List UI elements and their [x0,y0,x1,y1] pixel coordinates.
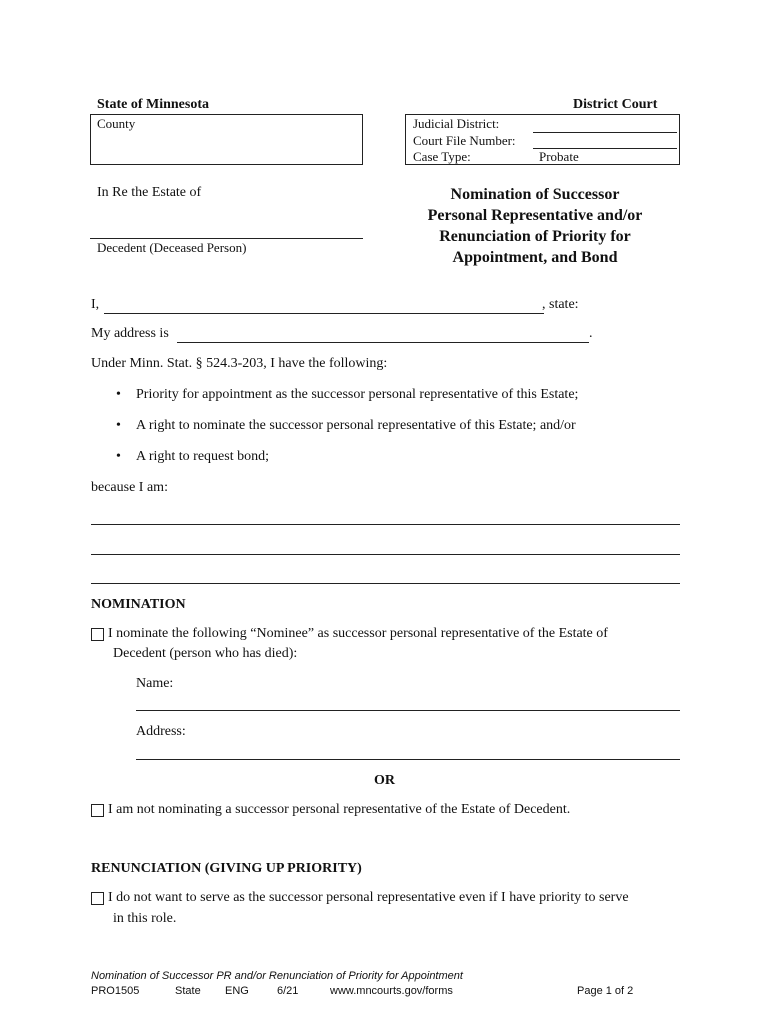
court-label: District Court [573,97,658,112]
footer-page-number: Page 1 of 2 [577,985,634,997]
bullet-icon: • [116,387,121,402]
i-suffix: , state: [542,297,579,312]
nominate-option-line-2: Decedent (person who has died): [113,646,298,661]
judicial-district-label: Judicial District: [413,116,500,131]
state-label: State of Minnesota [97,97,209,112]
case-type-label: Case Type: [413,149,471,164]
form-title-line-1: Nomination of Successor [450,186,620,203]
form-title-line-4: Appointment, and Bond [452,249,618,266]
judicial-district-field[interactable] [533,132,677,133]
statute-line: Under Minn. Stat. § 524.3-203, I have the following: [91,356,388,371]
nominee-name-field[interactable] [136,710,680,711]
not-nominating-checkbox[interactable] [91,804,104,817]
nominee-address-field[interactable] [136,759,680,760]
form-title-line-3: Renunciation of Priority for [439,228,631,245]
decedent-label: Decedent (Deceased Person) [97,240,247,255]
renunciation-option-line-2: in this role. [113,911,177,926]
address-prefix: My address is [91,326,169,341]
nomination-heading: NOMINATION [91,597,186,612]
i-prefix: I, [91,297,100,312]
declarant-name-field[interactable] [104,313,544,314]
decedent-name-field[interactable] [90,238,363,239]
footer-form-title: Nomination of Successor PR and/or Renunciation of Priority for Appointment [91,970,463,982]
bullet-item-priority: Priority for appointment as the successor personal representative of this Estate; [136,387,579,402]
nominate-option-line-1: I nominate the following “Nominee” as successor personal representative of the Estate of [108,626,608,641]
footer-language: ENG [225,985,249,997]
form-title-line-2: Personal Representative and/or [427,207,643,224]
county-label: County [97,116,136,131]
because-field-line-3[interactable] [91,583,680,584]
footer-website[interactable]: www.mncourts.gov/forms [330,985,453,997]
because-field-line-1[interactable] [91,524,680,525]
bullet-item-nominate: A right to nominate the successor personal representative of this Estate; and/or [136,418,576,433]
because-line: because I am: [91,480,168,495]
footer-date: 6/21 [277,985,299,997]
nominee-address-label: Address: [136,724,186,739]
not-nominating-option: I am not nominating a successor personal representative of the Estate of Decedent. [108,802,571,817]
renunciation-heading: RENUNCIATION (GIVING UP PRIORITY) [91,861,362,876]
footer-form-code: PRO1505 [91,985,140,997]
nominee-name-label: Name: [136,676,174,691]
county-box[interactable] [90,114,363,165]
renunciation-option-line-1: I do not want to serve as the successor personal representative even if I have priority to serve [108,890,629,905]
in-re-label: In Re the Estate of [97,185,202,200]
declarant-address-field[interactable] [177,342,589,343]
bullet-icon: • [116,449,121,464]
because-field-line-2[interactable] [91,554,680,555]
renunciation-checkbox[interactable] [91,892,104,905]
address-suffix: . [589,326,593,341]
bullet-item-bond: A right to request bond; [136,449,269,464]
footer-state: State [175,985,201,997]
court-file-number-label: Court File Number: [413,133,516,148]
bullet-icon: • [116,418,121,433]
case-type-value: Probate [539,149,579,164]
or-label: OR [374,773,395,788]
nominate-checkbox[interactable] [91,628,104,641]
case-info-box [405,114,680,165]
